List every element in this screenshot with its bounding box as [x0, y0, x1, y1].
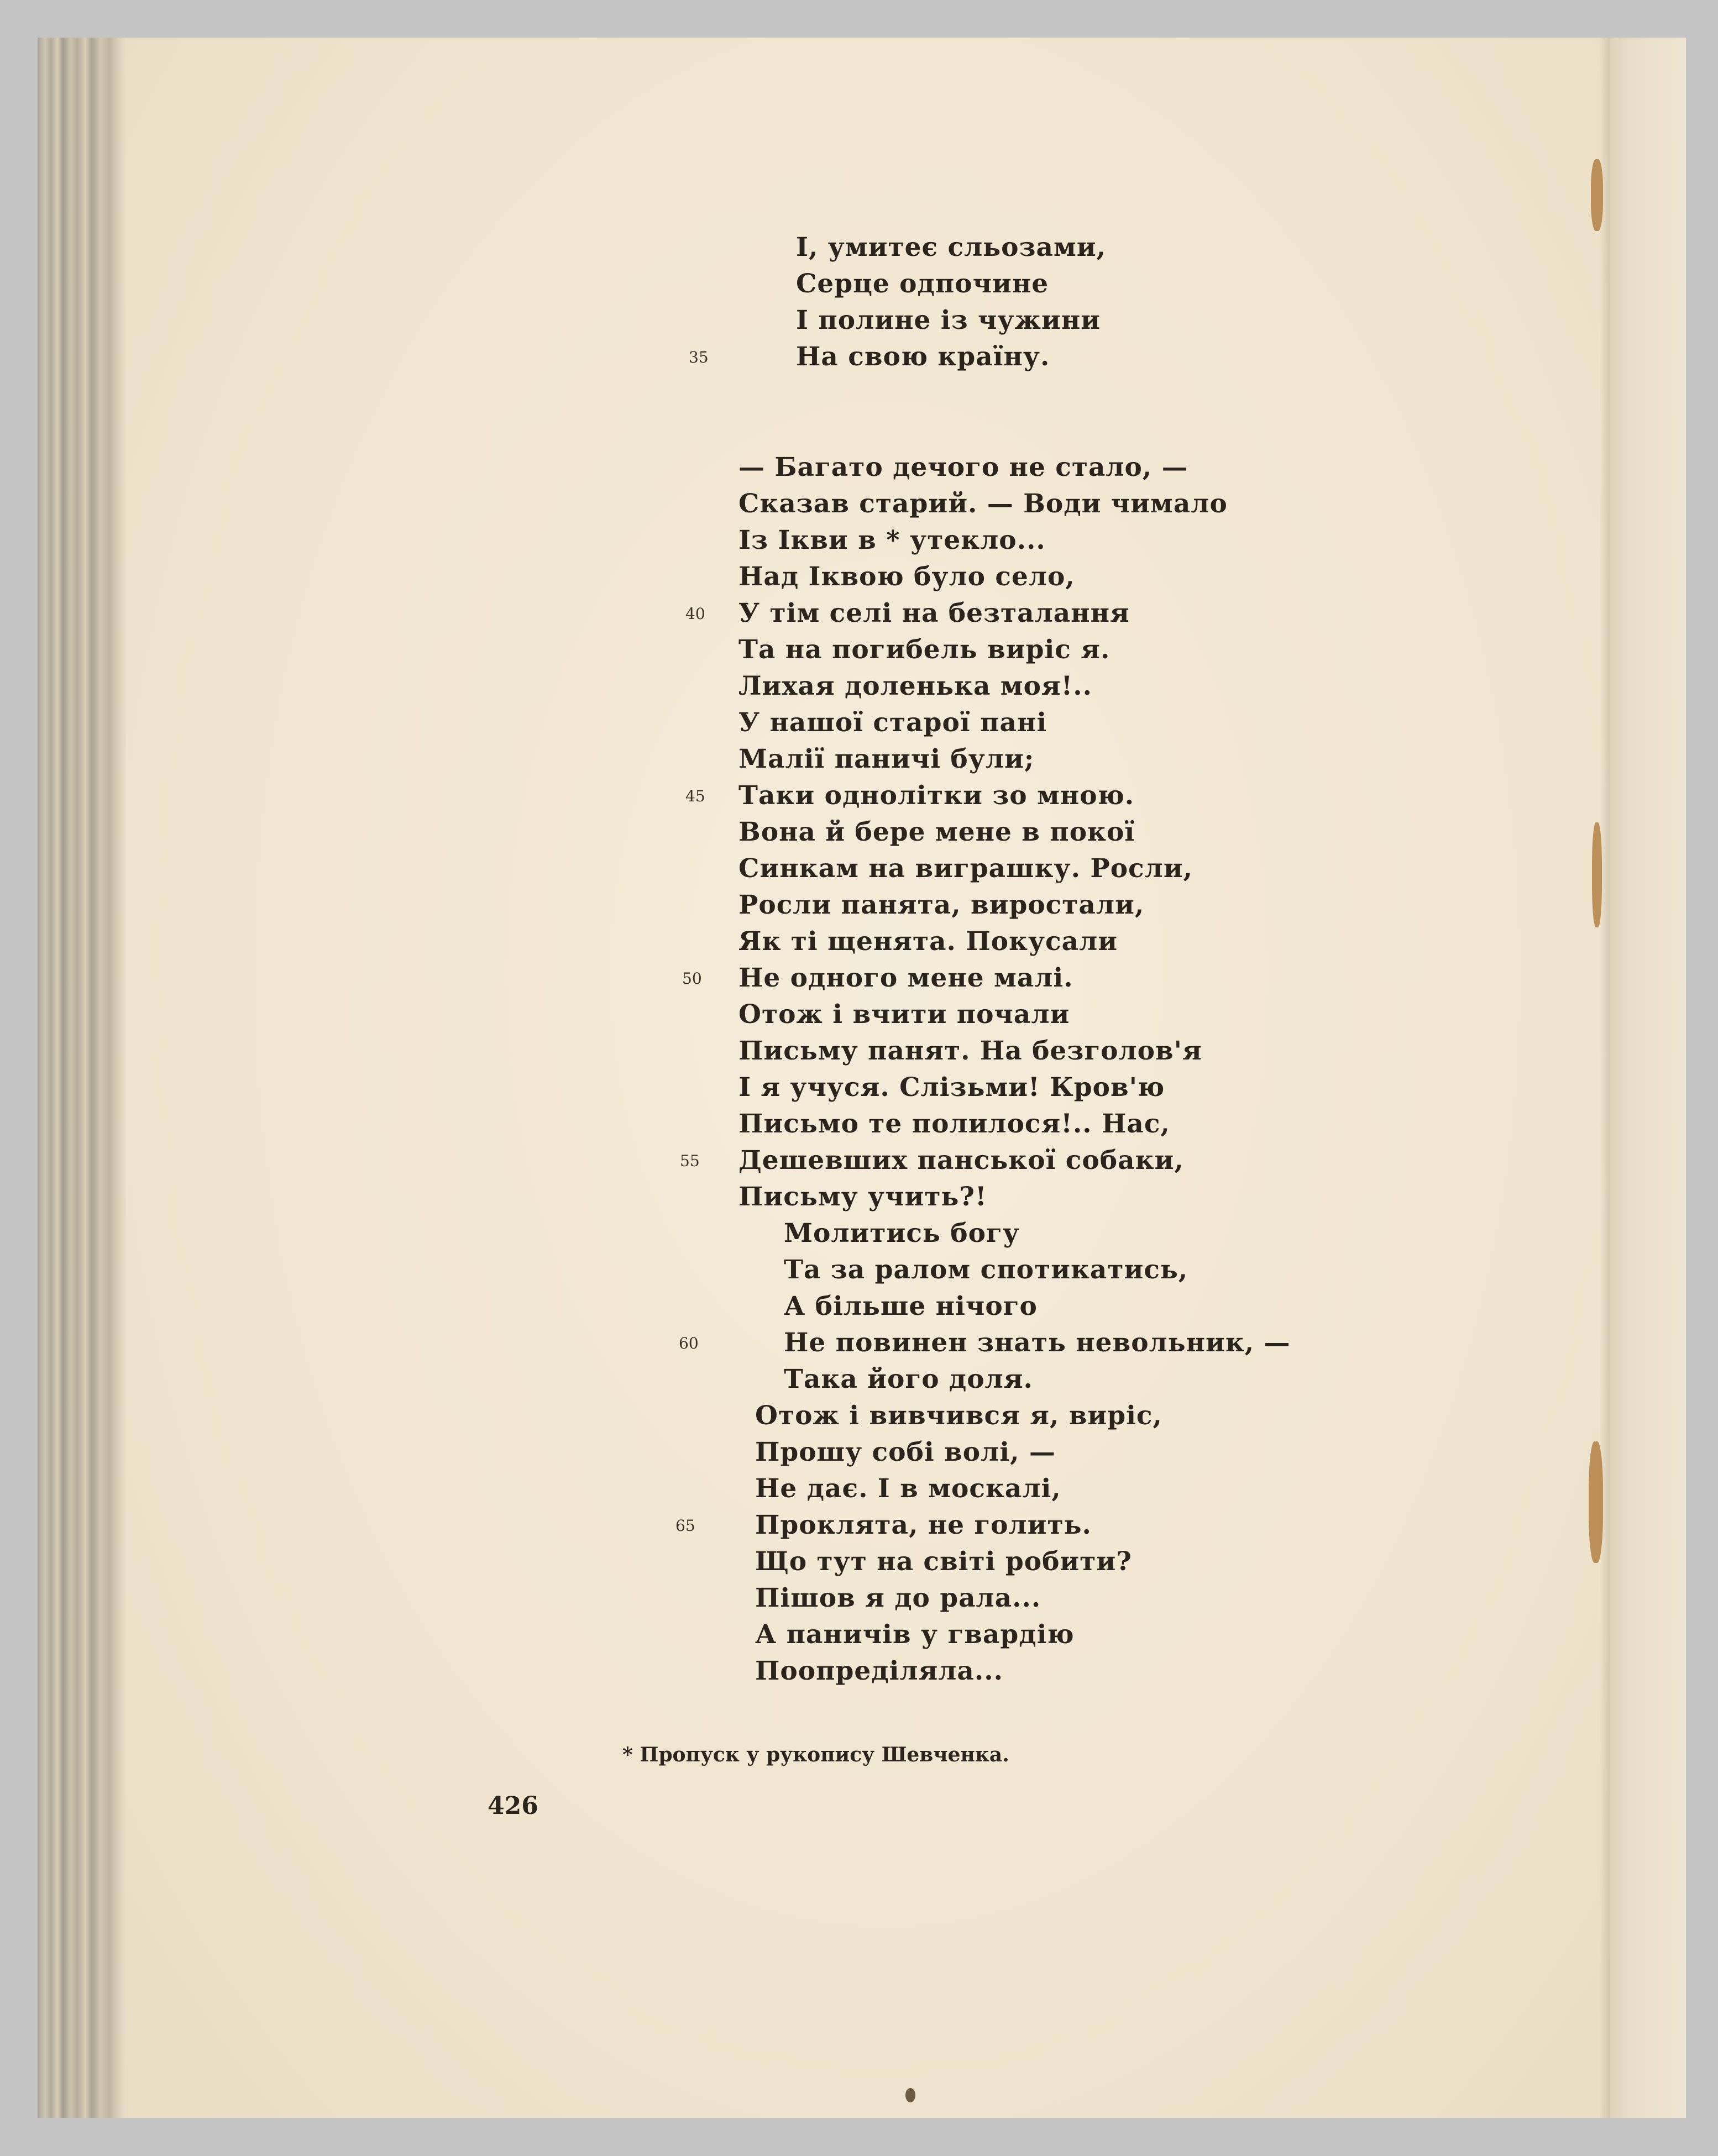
poem-line: Проклята, не голить.: [755, 1510, 1092, 1540]
line-number: 50: [682, 969, 702, 988]
poem-line: У нашої старої пані: [738, 707, 1047, 738]
scanned-page: [38, 38, 1686, 2118]
poem-line: А паничів у гвардію: [755, 1619, 1075, 1650]
poem-line: Письму учить?!: [738, 1182, 987, 1212]
line-number: 45: [685, 787, 705, 805]
poem-line: Отож і вивчився я, виріс,: [755, 1400, 1162, 1431]
poem-line: Така його доля.: [784, 1364, 1033, 1394]
poem-line: І полине із чужини: [796, 305, 1101, 335]
line-number: 40: [685, 605, 705, 623]
poem-line: І я учуся. Слізьми! Кров'ю: [738, 1072, 1165, 1103]
line-number: 65: [675, 1517, 695, 1535]
line-number: 60: [679, 1334, 699, 1352]
poem-line: У тім селі на безталання: [738, 598, 1130, 628]
poem-line: І, умитеє сльозами,: [796, 232, 1106, 263]
poem-line: Прошу собі волі, —: [755, 1437, 1056, 1467]
footnote: * Пропуск у рукопису Шевченка.: [622, 1743, 1009, 1766]
poem-line: Росли панята, виростали,: [738, 890, 1145, 920]
poem-line: Лихая доленька моя!..: [738, 671, 1093, 701]
line-number: 35: [689, 348, 709, 366]
poem-line: — Багато дечого не стало, —: [738, 452, 1188, 482]
poem-line: Малії паничі були;: [738, 744, 1035, 774]
poem-line: На свою країну.: [796, 342, 1050, 372]
poem-line: Таки однолітки зо мною.: [738, 780, 1135, 811]
poem-line: Над Іквою було село,: [738, 562, 1075, 592]
poem-line: Не одного мене малі.: [738, 963, 1073, 993]
poem-line: Поопреділяла...: [755, 1656, 1003, 1686]
poem-line: Пішов я до рала...: [755, 1583, 1041, 1613]
poem-line: Не повинен знать невольник, —: [784, 1328, 1291, 1358]
poem-line: Сказав старий. — Води чимало: [738, 489, 1228, 519]
poem-line: Не дає. І в москалі,: [755, 1473, 1061, 1504]
poem-line: Дешевших панської собаки,: [738, 1145, 1184, 1176]
poem-line: Із Ікви в * утекло...: [738, 525, 1046, 555]
poem-line: Та за ралом спотикатись,: [784, 1255, 1188, 1285]
line-number: 55: [680, 1152, 700, 1170]
poem-line: Письмо те полилося!.. Нас,: [738, 1109, 1170, 1139]
poem-line: Молитись богу: [784, 1218, 1020, 1249]
page-number: 426: [488, 1792, 538, 1820]
poem-line: А більше нічого: [784, 1291, 1038, 1321]
poem-line: Отож і вчити почали: [738, 999, 1070, 1030]
poem-text: [38, 38, 1686, 2118]
poem-line: Як ті щенята. Покусали: [738, 926, 1118, 957]
poem-line: Серце одпочине: [796, 269, 1049, 299]
poem-line: Вона й бере мене в покої: [738, 817, 1135, 847]
poem-line: Синкам на виграшку. Росли,: [738, 853, 1193, 884]
poem-line: Що тут на світі робити?: [755, 1546, 1132, 1577]
poem-line: Письму панят. На безголов'я: [738, 1036, 1202, 1066]
poem-line: Та на погибель виріс я.: [738, 634, 1111, 665]
